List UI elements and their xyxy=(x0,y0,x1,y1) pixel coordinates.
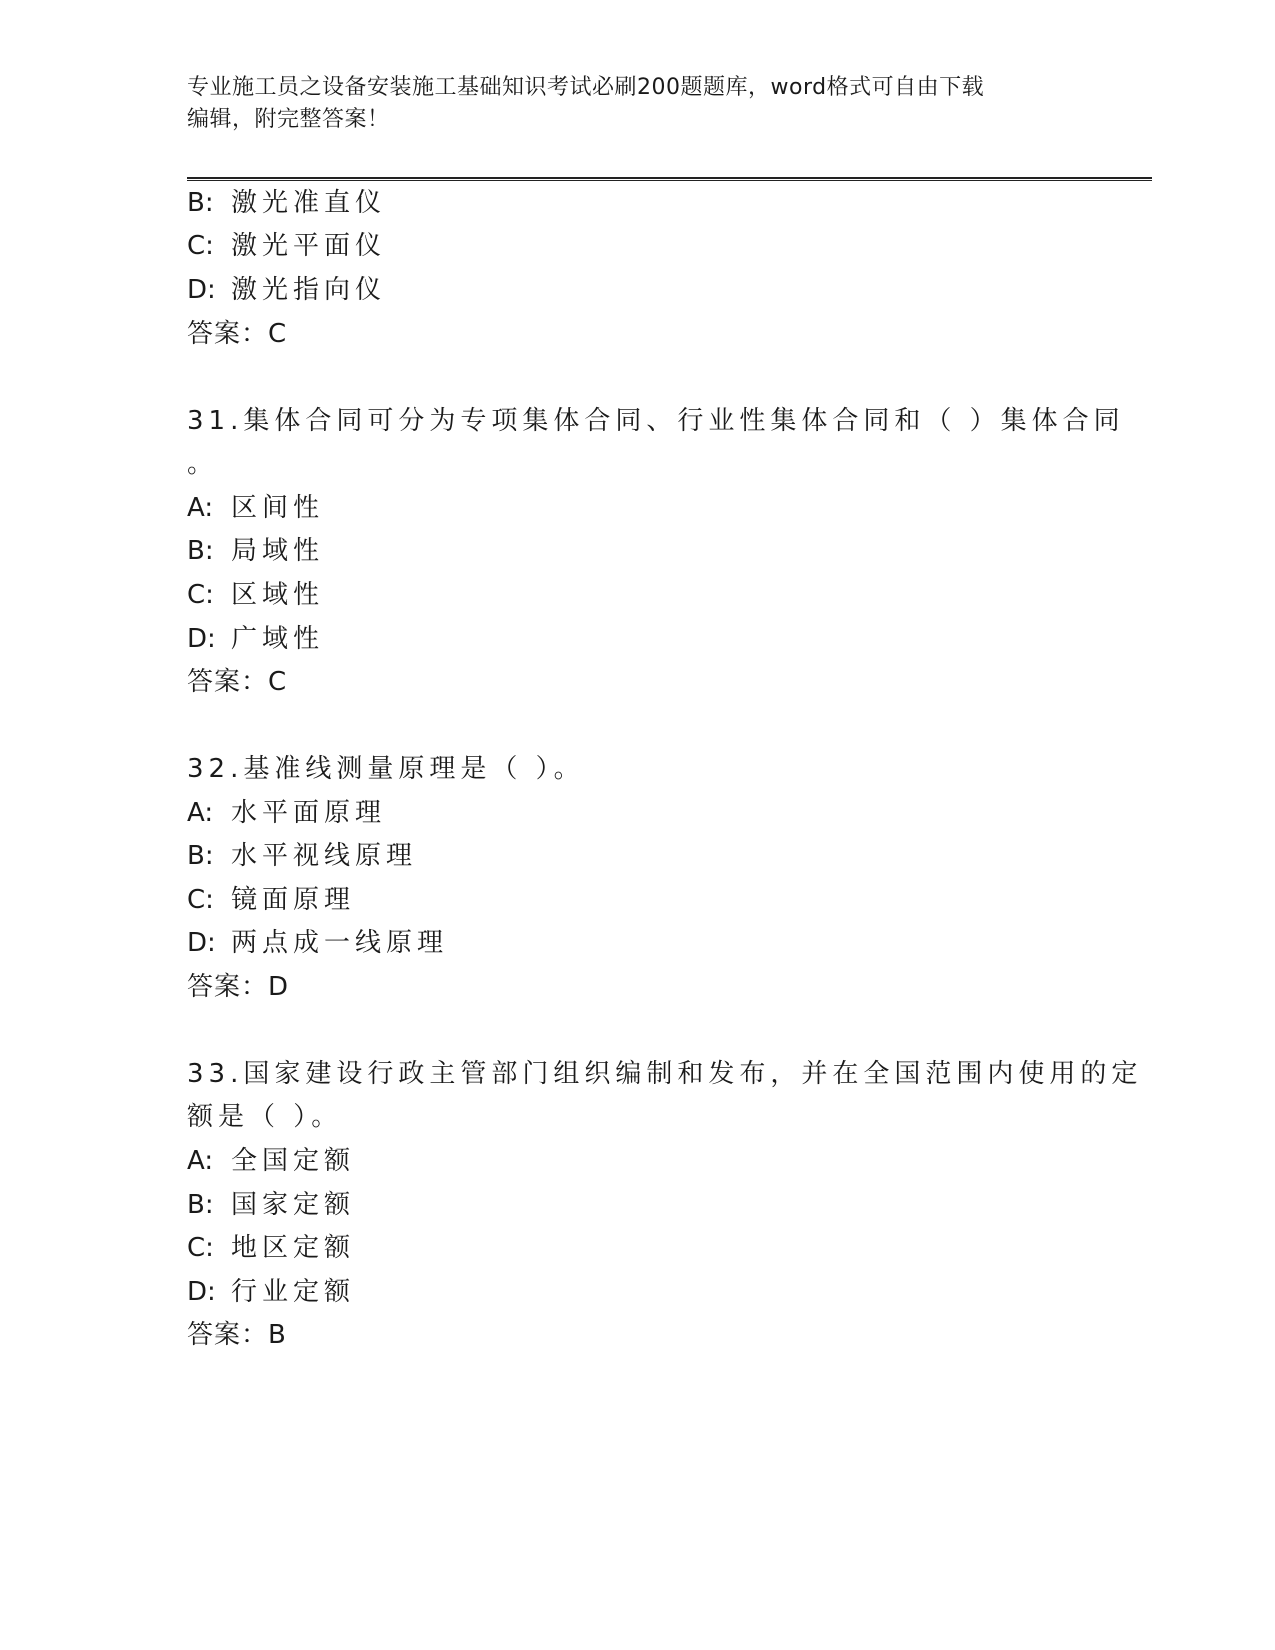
document-page xyxy=(187,0,1157,1650)
question-31-stem: 31.集体合同可分为专项集体合同、行业性集体合同和（ ）集体合同 xyxy=(187,406,1125,436)
option-d: D: 广域性 xyxy=(187,624,325,654)
question-32-stem: 32.基准线测量原理是（ ）。 xyxy=(187,754,585,784)
option-b: B: 激光准直仪 xyxy=(187,188,387,218)
option-a: A: 全国定额 xyxy=(187,1146,356,1176)
answer-line: 答案：C xyxy=(187,319,288,349)
option-b: B: 水平视线原理 xyxy=(187,841,418,871)
answer-line: 答案：D xyxy=(187,972,290,1002)
option-a: A: 水平面原理 xyxy=(187,798,387,828)
option-a: A: 区间性 xyxy=(187,493,325,523)
option-d: D: 行业定额 xyxy=(187,1277,356,1307)
option-c: C: 地区定额 xyxy=(187,1233,356,1263)
header-divider xyxy=(187,177,1152,181)
option-c: C: 区域性 xyxy=(187,580,325,610)
question-31-stem-continued: 。 xyxy=(187,449,219,479)
option-d: D: 两点成一线原理 xyxy=(187,928,449,958)
question-33-stem: 33.国家建设行政主管部门组织编制和发布，并在全国范围内使用的定 xyxy=(187,1059,1143,1089)
answer-line: 答案：C xyxy=(187,667,288,697)
question-33-stem-continued: 额是（ ）。 xyxy=(187,1102,343,1132)
answer-line: 答案：B xyxy=(187,1320,287,1350)
option-d: D: 激光指向仪 xyxy=(187,275,387,305)
option-b: B: 局域性 xyxy=(187,536,325,566)
header-title-line-2: 编辑，附完整答案！ xyxy=(187,107,390,132)
option-b: B: 国家定额 xyxy=(187,1190,356,1220)
option-c: C: 镜面原理 xyxy=(187,885,356,915)
document-header xyxy=(187,72,1087,136)
header-title-line-1: 专业施工员之设备安装施工基础知识考试必刷200题题库，word格式可自由下载 xyxy=(187,75,985,100)
option-c: C: 激光平面仪 xyxy=(187,231,387,261)
